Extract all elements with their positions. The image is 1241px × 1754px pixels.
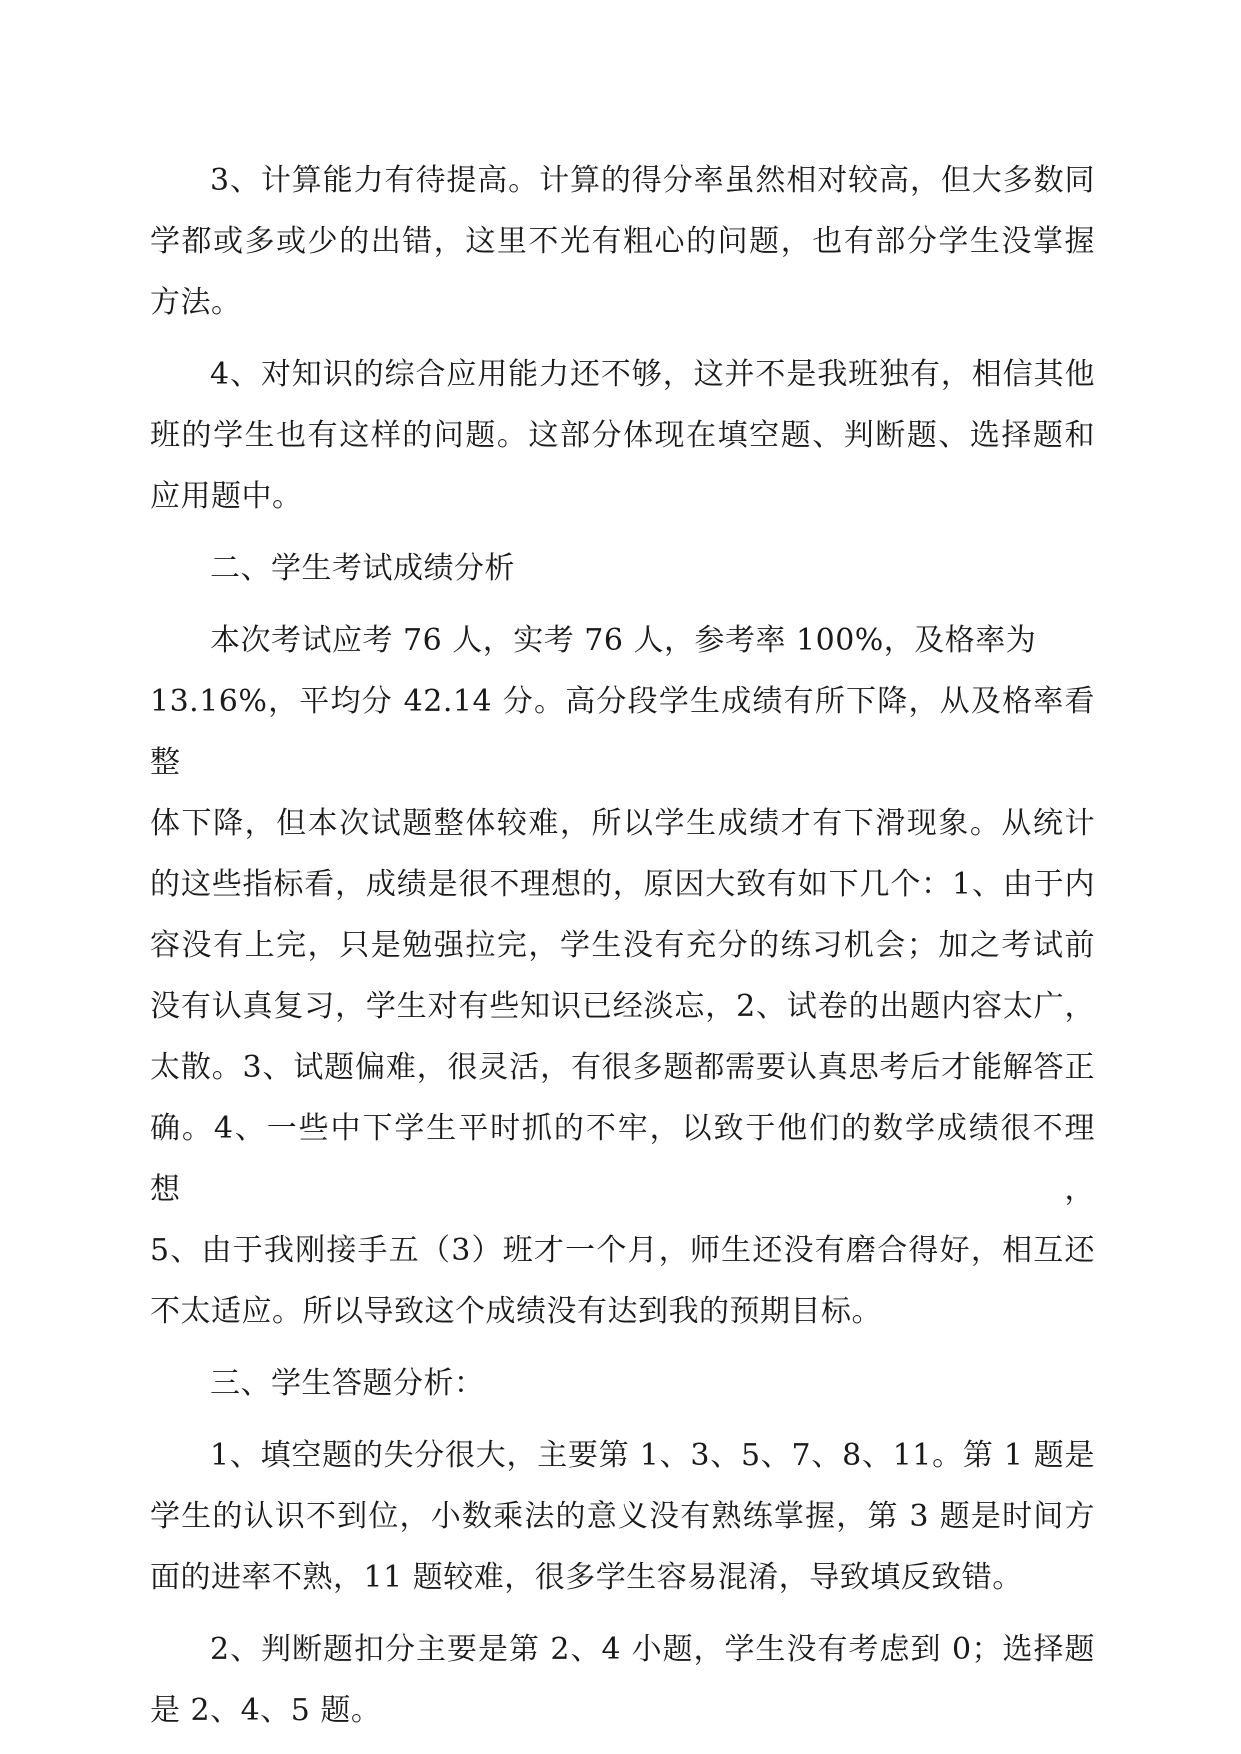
stats-line: 本次考试应考 76 人，实考 76 人，参考率 100%，及格率为 (210, 623, 1037, 658)
paragraph-calculation-ability: 3、计算能力有待提高。计算的得分率虽然相对较高，但大多数同学都或多或少的出错，这里不光有粗心的问题，也有部分学生没掌握方法。 (150, 163, 1095, 320)
stats-line: 5、由于我刚接手五（3）班才一个月，师生还没有磨合得好，相互还 (150, 1233, 1095, 1268)
stats-line: 没有认真复习，学生对有些知识已经淡忘，2、试卷的出题内容太广， (150, 989, 1095, 1024)
section-heading-answer-analysis: 三、学生答题分析： (210, 1366, 485, 1401)
stats-line: 太散。3、试题偏难，很灵活，有很多题都需要认真思考后才能解答正 (150, 1050, 1095, 1085)
stats-line: 确。4、一些中下学生平时抓的不牢，以致于他们的数学成绩很不理想， (150, 1111, 1095, 1207)
stats-line: 容没有上完，只是勉强拉完，学生没有充分的练习机会；加之考试前 (150, 928, 1095, 963)
paragraph-knowledge-application: 4、对知识的综合应用能力还不够，这并不是我班独有，相信其他班的学生也有这样的问题。这部分体现在填空题、判断题、选择题和应用题中。 (150, 357, 1095, 514)
paragraph-score-statistics (150, 610, 1095, 1342)
stats-line: 不太适应。所以导致这个成绩没有达到我的预期目标。 (150, 1294, 882, 1329)
document-body (150, 150, 1095, 1752)
stats-line: 体下降，但本次试题整体较难，所以学生成绩才有下滑现象。从统计 (150, 806, 1095, 841)
stats-line: 的这些指标看，成绩是很不理想的，原因大致有如下几个：1、由于内 (150, 867, 1095, 902)
paragraph-fill-in-blank-analysis: 1、填空题的失分很大，主要第 1、3、5、7、8、11。第 1 题是学生的认识不到位，小数乘法的意义没有熟练掌握，第 3 题是时间方面的进率不熟，11 题较难，很多学生容易混淆，导致填反致错。 (150, 1438, 1095, 1595)
section-heading-score-analysis: 二、学生考试成绩分析 (210, 551, 515, 586)
stats-line: 13.16%，平均分 42.14 分。高分段学生成绩有所下降，从及格率看整 (150, 684, 1095, 780)
paragraph-true-false-analysis: 2、判断题扣分主要是第 2、4 小题，学生没有考虑到 0；选择题是 2、4、5 题。 (150, 1632, 1095, 1728)
